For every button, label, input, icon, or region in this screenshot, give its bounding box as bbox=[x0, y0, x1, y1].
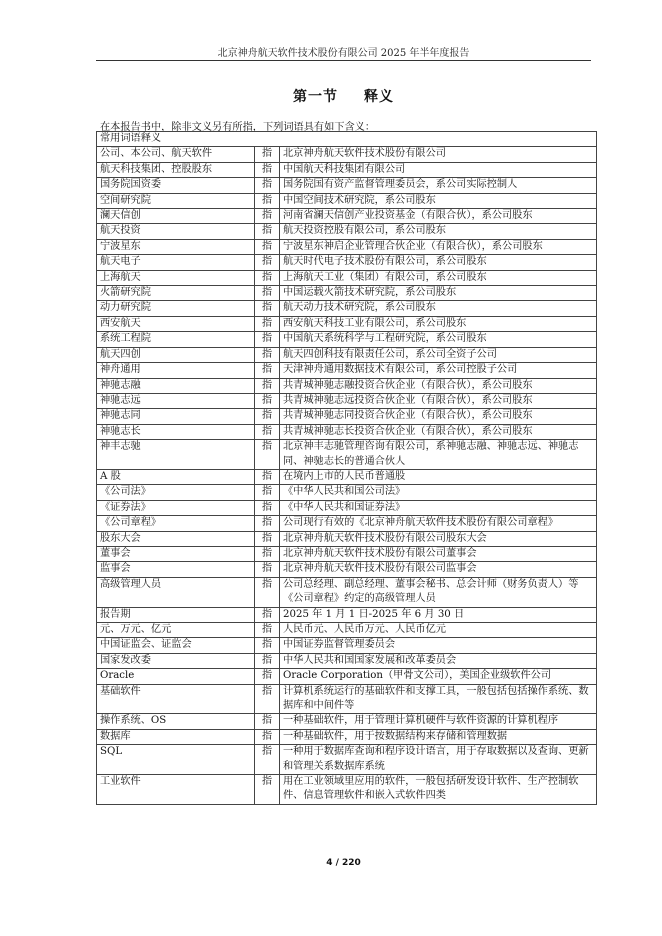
term-cell: Oracle bbox=[97, 669, 255, 684]
means-cell: 指 bbox=[255, 224, 280, 239]
means-cell: 指 bbox=[255, 729, 280, 744]
means-cell: 指 bbox=[255, 485, 280, 500]
section-name: 释义 bbox=[364, 89, 394, 105]
means-cell: 指 bbox=[255, 363, 280, 378]
definition-cell: 计算机系统运行的基础软件和支撑工具，一般包括包括操作系统、数据库和中间件等 bbox=[280, 684, 597, 714]
term-cell: 高级管理人员 bbox=[97, 577, 255, 607]
term-cell: 公司、本公司、航天软件 bbox=[97, 147, 255, 162]
means-cell: 指 bbox=[255, 347, 280, 362]
means-cell: 指 bbox=[255, 745, 280, 775]
means-cell: 指 bbox=[255, 424, 280, 439]
table-row bbox=[97, 623, 597, 638]
table-row bbox=[97, 270, 597, 285]
term-cell: 董事会 bbox=[97, 546, 255, 561]
term-cell: 《公司法》 bbox=[97, 485, 255, 500]
definition-cell: 北京神舟航天软件技术股份有限公司董事会 bbox=[280, 546, 597, 561]
definition-cell: 共青城神驰志远投资合伙企业（有限合伙），系公司股东 bbox=[280, 393, 597, 408]
table-row bbox=[97, 178, 597, 193]
term-cell: 《证券法》 bbox=[97, 500, 255, 515]
term-cell: 上海航天 bbox=[97, 270, 255, 285]
table-row bbox=[97, 378, 597, 393]
means-cell: 指 bbox=[255, 607, 280, 622]
definition-cell: 中国运载火箭技术研究院，系公司股东 bbox=[280, 286, 597, 301]
means-cell: 指 bbox=[255, 178, 280, 193]
definition-cell: 北京神舟航天软件技术股份有限公司 bbox=[280, 147, 597, 162]
means-cell: 指 bbox=[255, 500, 280, 515]
term-cell: 中国证监会、证监会 bbox=[97, 638, 255, 653]
means-cell: 指 bbox=[255, 162, 280, 177]
definition-cell: 中国航天科技集团有限公司 bbox=[280, 162, 597, 177]
term-cell: 《公司章程》 bbox=[97, 516, 255, 531]
term-cell: 操作系统、OS bbox=[97, 714, 255, 729]
means-cell: 指 bbox=[255, 255, 280, 270]
means-cell: 指 bbox=[255, 546, 280, 561]
means-cell: 指 bbox=[255, 378, 280, 393]
table-row bbox=[97, 669, 597, 684]
definition-cell: 公司现行有效的《北京神舟航天软件技术股份有限公司章程》 bbox=[280, 516, 597, 531]
intro-text: 在本报告书中，除非文义另有所指，下列词语具有如下含义： bbox=[100, 122, 376, 133]
means-cell: 指 bbox=[255, 440, 280, 470]
means-cell: 指 bbox=[255, 638, 280, 653]
means-cell: 指 bbox=[255, 301, 280, 316]
term-cell: 航天投资 bbox=[97, 224, 255, 239]
term-cell: 基础软件 bbox=[97, 684, 255, 714]
definition-cell: 北京神丰志驰管理咨询有限公司，系神驰志融、神驰志远、神驰志同、神驰志长的普通合伙人 bbox=[280, 440, 597, 470]
table-row bbox=[97, 638, 597, 653]
means-cell: 指 bbox=[255, 193, 280, 208]
means-cell: 指 bbox=[255, 147, 280, 162]
table-row bbox=[97, 301, 597, 316]
means-cell: 指 bbox=[255, 714, 280, 729]
term-cell: 国务院国资委 bbox=[97, 178, 255, 193]
term-cell: 西安航天 bbox=[97, 316, 255, 331]
table-row bbox=[97, 531, 597, 546]
means-cell: 指 bbox=[255, 409, 280, 424]
term-cell: 澜天信创 bbox=[97, 209, 255, 224]
term-cell: 报告期 bbox=[97, 607, 255, 622]
definition-cell: 人民币元、人民币万元、人民币亿元 bbox=[280, 623, 597, 638]
definition-cell: 上海航天工业（集团）有限公司，系公司股东 bbox=[280, 270, 597, 285]
table-row bbox=[97, 409, 597, 424]
means-cell: 指 bbox=[255, 623, 280, 638]
term-cell: 工业软件 bbox=[97, 775, 255, 805]
term-cell: 神驰志融 bbox=[97, 378, 255, 393]
definition-cell: 中国航天系统科学与工程研究院，系公司股东 bbox=[280, 332, 597, 347]
term-cell: 神驰志长 bbox=[97, 424, 255, 439]
table-row bbox=[97, 469, 597, 484]
table-row bbox=[97, 577, 597, 607]
definition-cell: 中国空间技术研究院，系公司股东 bbox=[280, 193, 597, 208]
table-row bbox=[97, 607, 597, 622]
definition-cell: 北京神舟航天软件技术股份有限公司监事会 bbox=[280, 562, 597, 577]
term-cell: 股东大会 bbox=[97, 531, 255, 546]
term-cell: 火箭研究院 bbox=[97, 286, 255, 301]
definition-cell: 国务院国有资产监督管理委员会，系公司实际控制人 bbox=[280, 178, 597, 193]
page-number: 4 / 220 bbox=[326, 858, 361, 868]
table-header-row bbox=[97, 132, 597, 147]
definition-cell: 北京神舟航天软件技术股份有限公司股东大会 bbox=[280, 531, 597, 546]
definition-cell: 天津神舟通用数据技术有限公司，系公司控股子公司 bbox=[280, 363, 597, 378]
term-cell: 宁波星东 bbox=[97, 239, 255, 254]
term-cell: 元、万元、亿元 bbox=[97, 623, 255, 638]
table-row bbox=[97, 440, 597, 470]
definition-cell: 河南省澜天信创产业投资基金（有限合伙），系公司股东 bbox=[280, 209, 597, 224]
table-row bbox=[97, 684, 597, 714]
table-row bbox=[97, 332, 597, 347]
term-cell: 神丰志驰 bbox=[97, 440, 255, 470]
term-cell: 神驰志远 bbox=[97, 393, 255, 408]
definition-cell: 共青城神驰志长投资合伙企业（有限合伙），系公司股东 bbox=[280, 424, 597, 439]
term-cell: 神舟通用 bbox=[97, 363, 255, 378]
means-cell: 指 bbox=[255, 516, 280, 531]
term-cell: 国家发改委 bbox=[97, 653, 255, 668]
table-row bbox=[97, 209, 597, 224]
table-row bbox=[97, 775, 597, 805]
definition-cell: 共青城神驰志融投资合伙企业（有限合伙），系公司股东 bbox=[280, 378, 597, 393]
table-row bbox=[97, 255, 597, 270]
means-cell: 指 bbox=[255, 393, 280, 408]
means-cell: 指 bbox=[255, 577, 280, 607]
definition-cell: 宁波星东神启企业管理合伙企业（有限合伙），系公司股东 bbox=[280, 239, 597, 254]
definition-cell: 一种基础软件，用于按数据结构来存储和管理数据 bbox=[280, 729, 597, 744]
term-cell: 系统工程院 bbox=[97, 332, 255, 347]
term-cell: A 股 bbox=[97, 469, 255, 484]
table-row bbox=[97, 485, 597, 500]
means-cell: 指 bbox=[255, 209, 280, 224]
definition-cell: 一种用于数据库查询和程序设计语言，用于存取数据以及查询、更新和管理关系数据库系统 bbox=[280, 745, 597, 775]
definition-cell: 用在工业领域里应用的软件，一般包括研发设计软件、生产控制软件、信息管理软件和嵌入式软件四类 bbox=[280, 775, 597, 805]
term-cell: 航天电子 bbox=[97, 255, 255, 270]
definition-cell: 2025 年 1 月 1 日-2025 年 6 月 30 日 bbox=[280, 607, 597, 622]
header-divider bbox=[96, 60, 591, 61]
term-cell: 空间研究院 bbox=[97, 193, 255, 208]
page-header: 北京神舟航天软件技术股份有限公司 2025 年半年度报告 bbox=[217, 48, 470, 59]
means-cell: 指 bbox=[255, 469, 280, 484]
definition-cell: 共青城神驰志同投资合伙企业（有限合伙），系公司股东 bbox=[280, 409, 597, 424]
table-row bbox=[97, 162, 597, 177]
definition-cell: 一种基础软件，用于管理计算机硬件与软件资源的计算机程序 bbox=[280, 714, 597, 729]
definition-cell: 在境内上市的人民币普通股 bbox=[280, 469, 597, 484]
means-cell: 指 bbox=[255, 270, 280, 285]
table-row bbox=[97, 516, 597, 531]
means-cell: 指 bbox=[255, 332, 280, 347]
definition-cell: 公司总经理、副总经理、董事会秘书、总会计师（财务负责人）等《公司章程》约定的高级管理人员 bbox=[280, 577, 597, 607]
term-cell: 动力研究院 bbox=[97, 301, 255, 316]
term-cell: SQL bbox=[97, 745, 255, 775]
means-cell: 指 bbox=[255, 239, 280, 254]
definition-cell: 中华人民共和国国家发展和改革委员会 bbox=[280, 653, 597, 668]
term-cell: 神驰志同 bbox=[97, 409, 255, 424]
table-row bbox=[97, 424, 597, 439]
term-cell: 数据库 bbox=[97, 729, 255, 744]
means-cell: 指 bbox=[255, 316, 280, 331]
section-title bbox=[96, 86, 591, 106]
table-row bbox=[97, 363, 597, 378]
table-row bbox=[97, 500, 597, 515]
means-cell: 指 bbox=[255, 653, 280, 668]
definition-cell: 西安航天科技工业有限公司，系公司股东 bbox=[280, 316, 597, 331]
table-row bbox=[97, 147, 597, 162]
means-cell: 指 bbox=[255, 531, 280, 546]
table-row bbox=[97, 224, 597, 239]
table-header-label: 常用词语释义 bbox=[97, 132, 597, 147]
table-row bbox=[97, 653, 597, 668]
definition-cell: 《中华人民共和国公司法》 bbox=[280, 485, 597, 500]
definition-cell: 航天四创科技有限责任公司，系公司全资子公司 bbox=[280, 347, 597, 362]
table-row bbox=[97, 562, 597, 577]
table-row bbox=[97, 745, 597, 775]
means-cell: 指 bbox=[255, 775, 280, 805]
definition-cell: 航天动力技术研究院，系公司股东 bbox=[280, 301, 597, 316]
table-row bbox=[97, 316, 597, 331]
means-cell: 指 bbox=[255, 669, 280, 684]
table-row bbox=[97, 239, 597, 254]
means-cell: 指 bbox=[255, 684, 280, 714]
means-cell: 指 bbox=[255, 286, 280, 301]
definition-cell: 航天投资控股有限公司，系公司股东 bbox=[280, 224, 597, 239]
means-cell: 指 bbox=[255, 562, 280, 577]
table-row bbox=[97, 714, 597, 729]
section-number: 第一节 bbox=[293, 89, 338, 105]
table-row bbox=[97, 546, 597, 561]
term-cell: 监事会 bbox=[97, 562, 255, 577]
definition-cell: Oracle Corporation（甲骨文公司），美国企业级软件公司 bbox=[280, 669, 597, 684]
definition-cell: 《中华人民共和国证券法》 bbox=[280, 500, 597, 515]
table-row bbox=[97, 347, 597, 362]
definition-cell: 中国证券监督管理委员会 bbox=[280, 638, 597, 653]
term-cell: 航天科技集团、控股股东 bbox=[97, 162, 255, 177]
table-row bbox=[97, 729, 597, 744]
definitions-table bbox=[96, 131, 597, 805]
term-cell: 航天四创 bbox=[97, 347, 255, 362]
definition-cell: 航天时代电子技术股份有限公司，系公司股东 bbox=[280, 255, 597, 270]
table-row bbox=[97, 193, 597, 208]
table-row bbox=[97, 393, 597, 408]
table-row bbox=[97, 286, 597, 301]
